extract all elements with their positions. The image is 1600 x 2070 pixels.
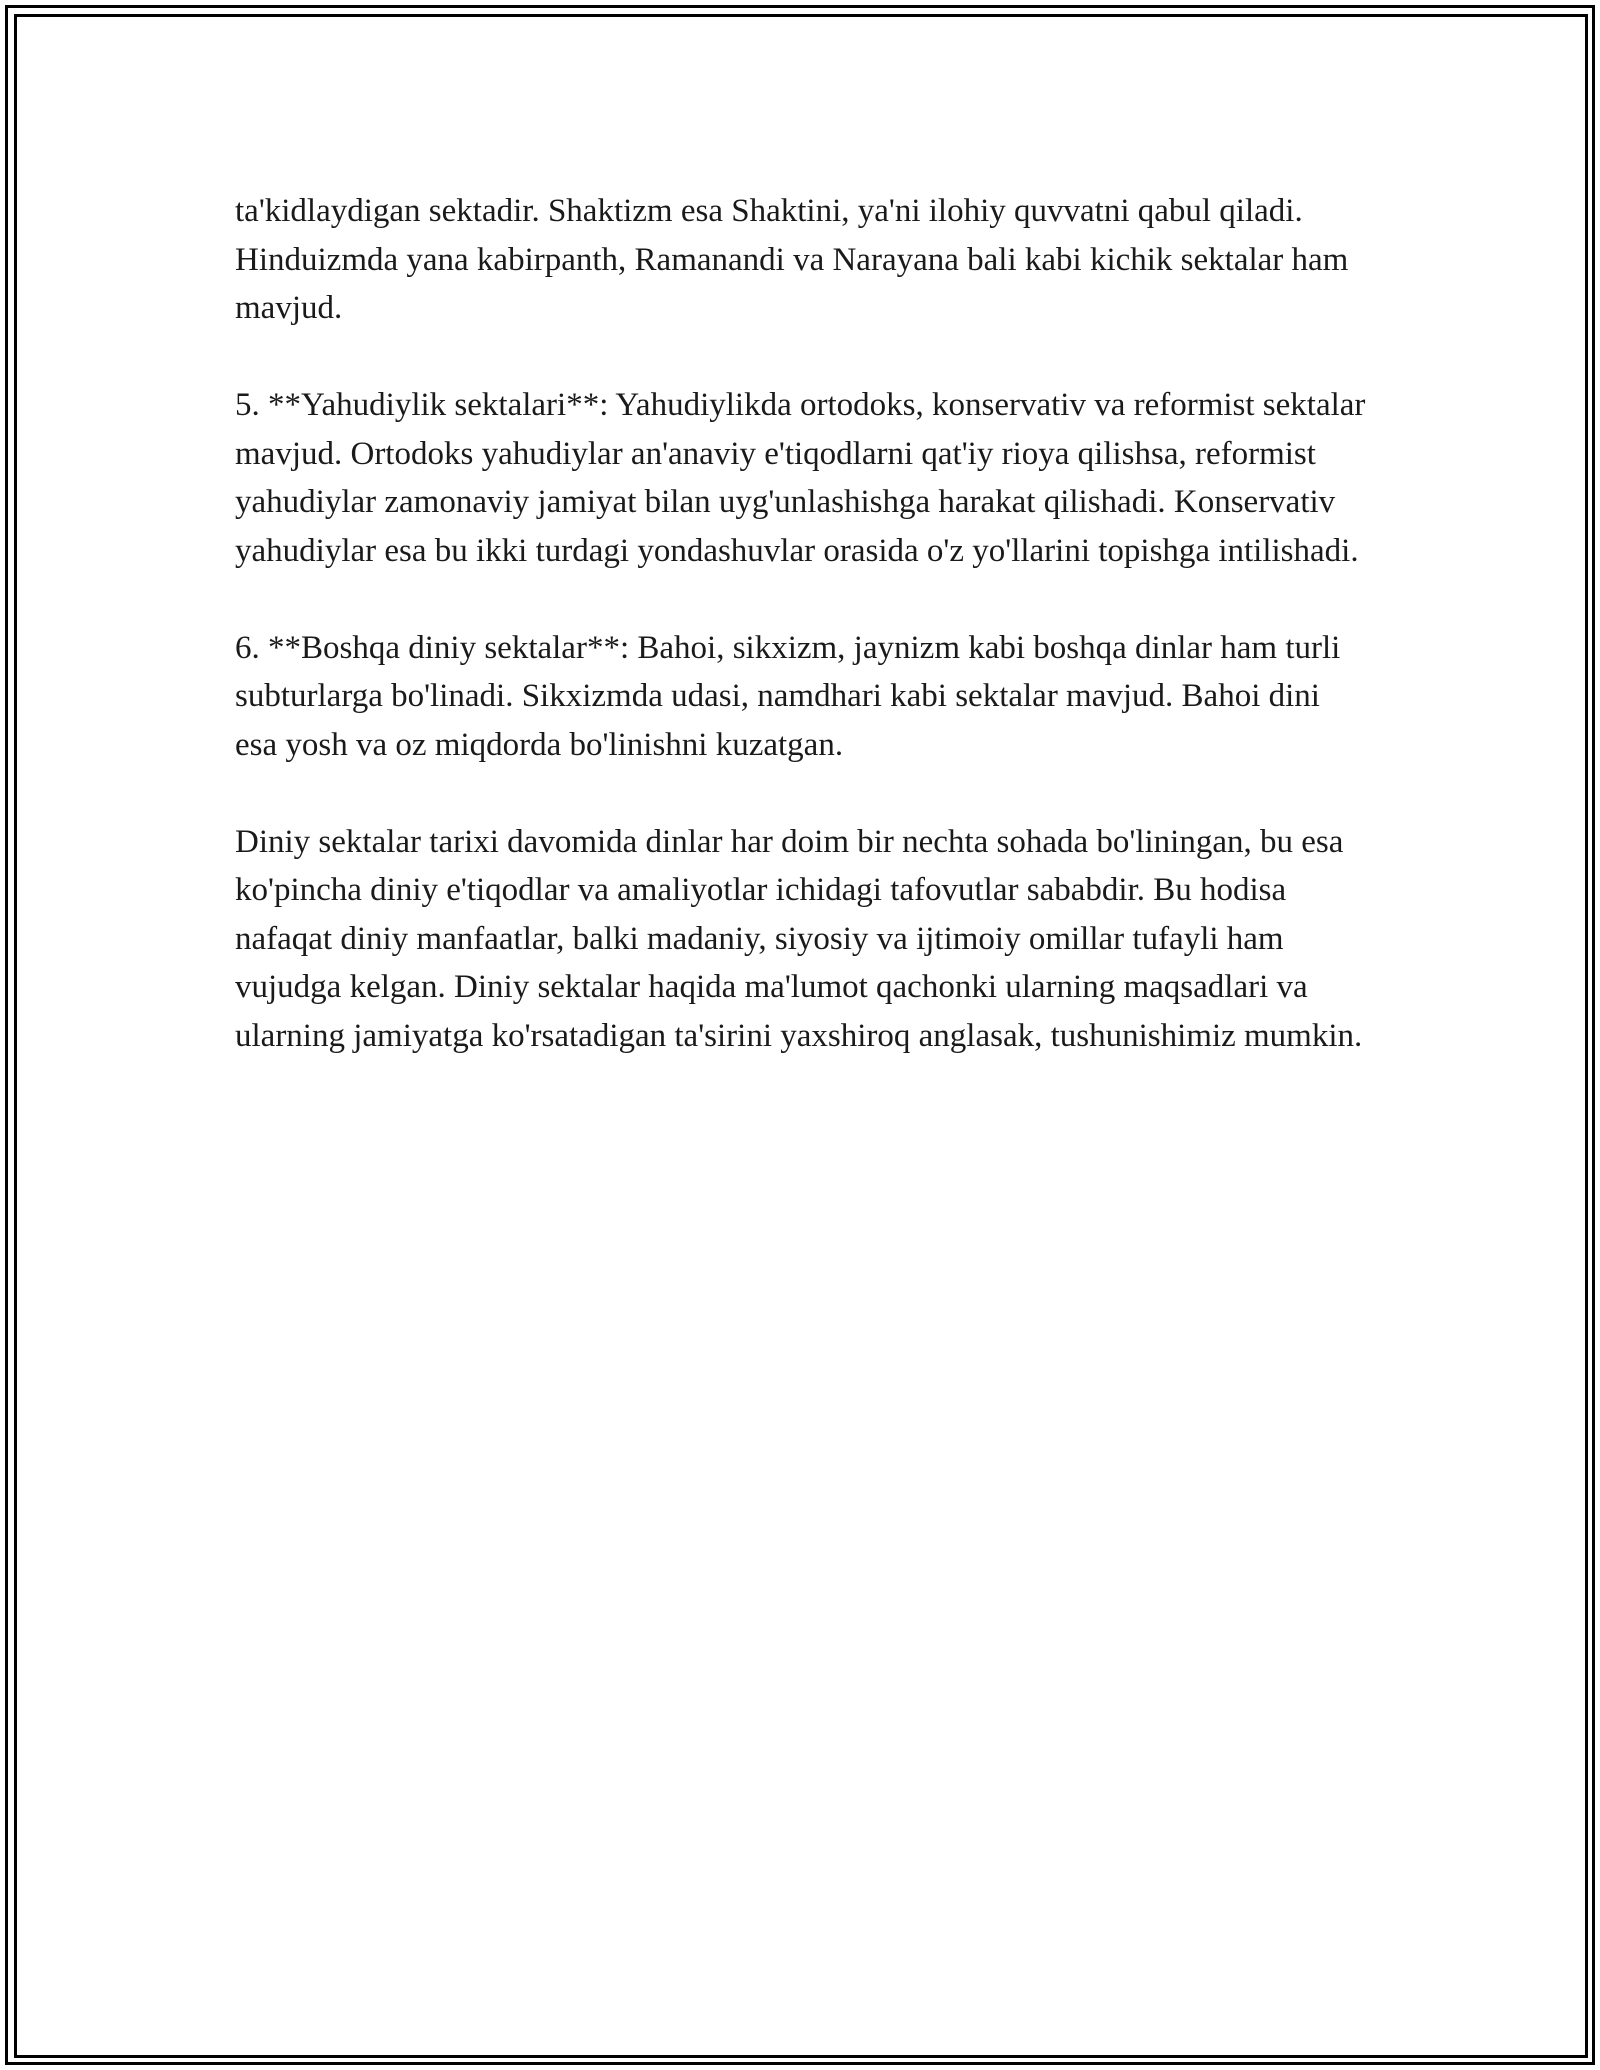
- document-body: [235, 187, 1370, 1109]
- paragraph-other-sects: 6. **Boshqa diniy sektalar**: Bahoi, sikxizm, jaynizm kabi boshqa dinlar ham turli subturlarga bo'linadi. Sikxizmda udasi, namdhari kabi sektalar mavjud. Bahoi dini esa yosh va oz miqdorda bo'linishni kuzatgan.: [235, 629, 1341, 763]
- paragraph-judaism-sects: 5. **Yahudiylik sektalari**: Yahudiylikda ortodoks, konservativ va reformist sektalar mavjud. Ortodoks yahudiylar an'anaviy e'tiqodlarni qat'iy rioya qilishsa, reformist yahudiylar zamonaviy jamiyat bilan uyg'unlashishga harakat qilishadi. Konservativ yahudiylar esa bu ikki turdagi yondashuvlar orasida o'z yo'llarini topishga intilishadi.: [235, 387, 1366, 569]
- paragraph-conclusion: Diniy sektalar tarixi davomida dinlar har doim bir nechta sohada bo'liningan, bu esa ko'pincha diniy e'tiqodlar va amaliyotlar ichidagi tafovutlar sababdir. Bu hodisa nafaqat diniy manfaatlar, balki madaniy, siyosiy va ijtimoiy omillar tufayli ham vujudga kelgan. Diniy sektalar haqida ma'lumot qachonki ularning maqsadlari va ularning jamiyatga ko'rsatadigan ta'sirini yaxshiroq anglasak, tushunishimiz mumkin.: [235, 823, 1363, 1054]
- paragraph-hinduism-continuation: ta'kidlaydigan sektadir. Shaktizm esa Shaktini, ya'ni ilohiy quvvatni qabul qiladi. Hinduizmda yana kabirpanth, Ramanandi va Narayana bali kabi kichik sektalar ham mavjud.: [235, 193, 1349, 326]
